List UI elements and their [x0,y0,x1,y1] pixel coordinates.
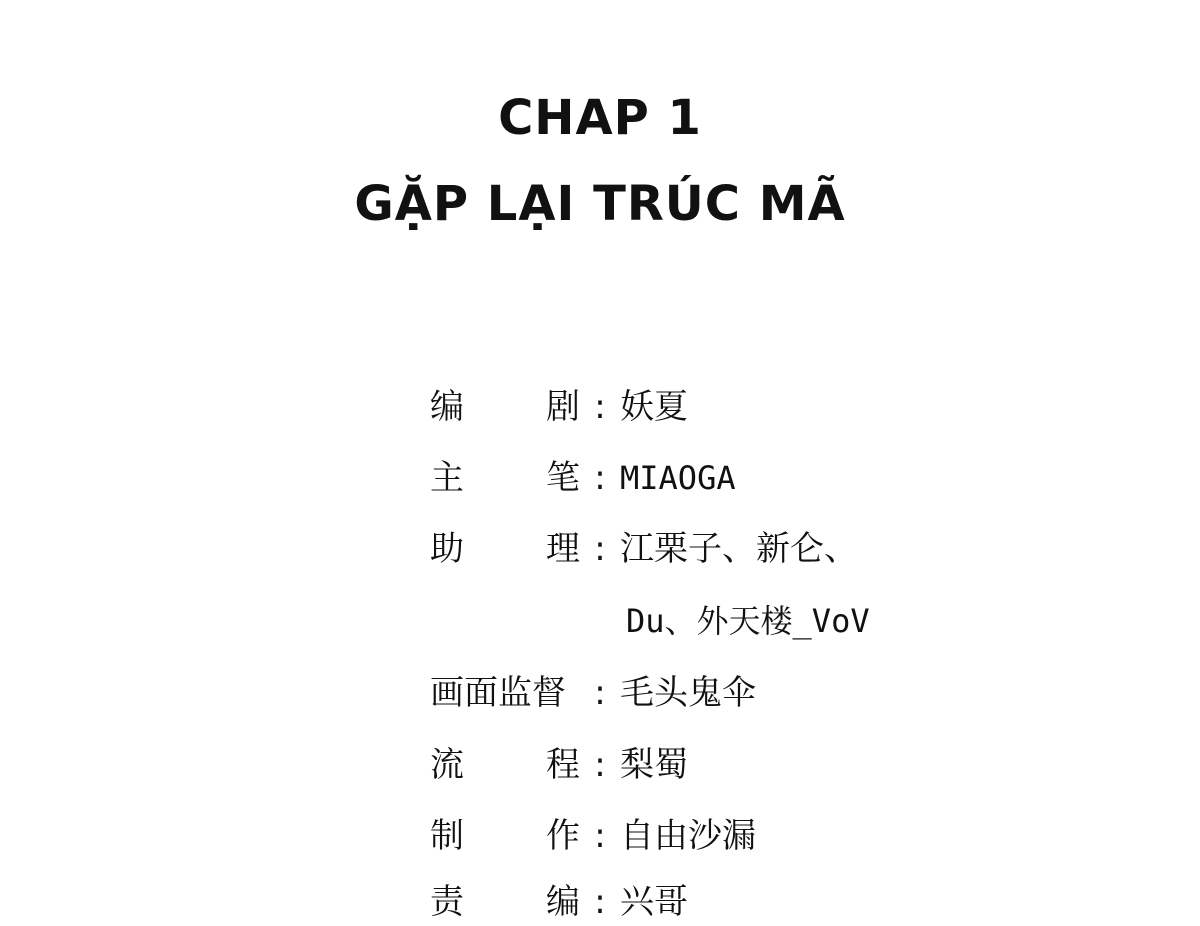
credit-colon: : [594,529,606,569]
credit-role: 主 笔 [430,458,580,498]
credit-name: 毛头鬼伞 [620,673,756,713]
credit-role: 流 程 [430,745,580,785]
credit-row-workflow [430,741,1030,789]
credit-name: 梨蜀 [620,745,688,785]
credit-colon: : [594,458,606,498]
credit-name: 自由沙漏 [620,816,756,856]
credit-name: 江栗子、新仑、 [620,529,858,569]
credit-row-art-director [430,669,1030,717]
chapter-title-name: GẶP LẠI TRÚC MÃ [354,176,846,232]
credit-name: 妖夏 [620,387,688,427]
credit-colon: : [594,816,606,856]
credit-role: 责 编 [430,882,580,922]
credit-colon: : [594,882,606,922]
credit-name: 兴哥 [620,882,688,922]
credit-name: MIAOGA [620,459,736,497]
credit-row-lead-artist [430,454,1030,502]
credit-row-assistants-continued [430,597,1030,645]
credit-role: 编 剧 [430,387,580,427]
chapter-title-number: CHAP 1 [498,90,702,146]
credit-row-screenwriter [430,383,1030,431]
credit-role: 助 理 [430,529,580,569]
credit-row-production [430,812,1030,860]
credit-colon: : [594,387,606,427]
credit-role: 制 作 [430,816,580,856]
credit-role: 画面监督 [430,673,566,713]
credit-colon: : [594,673,606,713]
credit-name: Du、外天楼_VoV [626,602,870,640]
credit-colon: : [594,745,606,785]
credit-row-editor [430,878,1030,926]
credit-row-assistants [430,525,1030,573]
